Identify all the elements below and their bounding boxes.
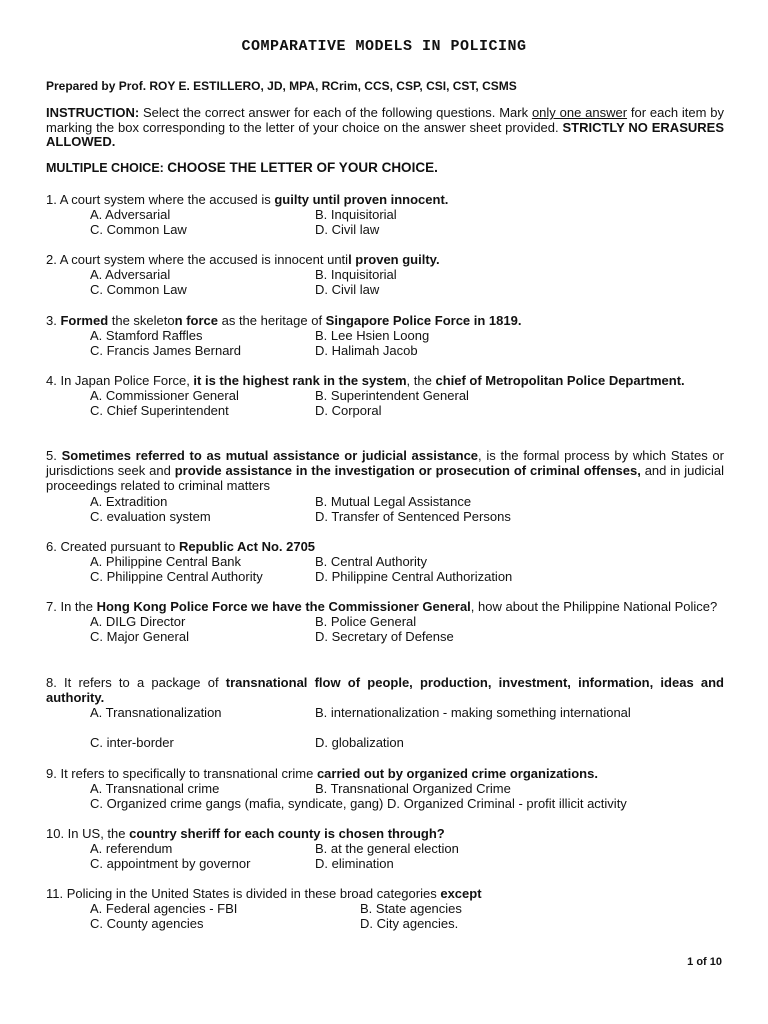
- stem-bold: Formed: [60, 313, 109, 328]
- choice-b: B. Transnational Organized Crime: [315, 781, 511, 797]
- stem-text: 1. A court system where the accused is: [46, 192, 275, 207]
- choice-b: B. Police General: [315, 614, 417, 630]
- prepared-by-line: [46, 79, 517, 93]
- choice-d: D. Civil law: [315, 222, 380, 238]
- instruction-text-2: for each item by marking the box corresponding to the letter of your choice on the answer sheet provided.: [46, 105, 724, 135]
- choice-c: C. Chief Superintendent: [90, 403, 229, 419]
- stem-text: 10. In US, the: [46, 826, 130, 841]
- stem-text: and in judicial proceedings related to criminal matters: [46, 463, 724, 494]
- stem-text: the skeleto: [108, 313, 175, 328]
- question-stem: [46, 192, 724, 207]
- choice-d: D. Transfer of Sentenced Persons: [315, 508, 511, 524]
- question-stem: [46, 313, 724, 328]
- question-5: [46, 448, 724, 524]
- choice-d: D. Secretary of Defense: [315, 629, 454, 645]
- stem-bold: Republic Act No. 2705: [178, 539, 316, 554]
- question-stem: [46, 373, 724, 388]
- mc-text: CHOOSE THE LETTER OF YOUR CHOICE.: [167, 160, 438, 175]
- choice-c: C. appointment by governor: [90, 856, 251, 872]
- choice-b: B. Central Authority: [315, 554, 427, 570]
- stem-text: 2. A court system where the accused is innocent unti: [46, 252, 349, 267]
- page-number: 1 of 10: [687, 956, 722, 968]
- question-1: [46, 192, 724, 238]
- choice-a: A. Transnationalization: [90, 705, 222, 721]
- stem-text: 5.: [46, 448, 62, 463]
- question-stem: [46, 886, 724, 901]
- mc-label: MULTIPLE CHOICE:: [46, 161, 168, 175]
- choice-d: D. globalization: [315, 735, 404, 751]
- choice-c: C. County agencies: [90, 916, 204, 932]
- stem-text: , is the formal process by which States or jurisdictions seek and: [46, 448, 724, 479]
- stem-text: , the: [406, 373, 436, 388]
- prepared-label: Prepared by: [46, 79, 119, 93]
- choice-b: B. Superintendent General: [315, 388, 469, 404]
- stem-bold: carried out by organized crime organizations.: [316, 766, 598, 781]
- question-stem: [46, 766, 724, 781]
- choice-a: A. Adversarial: [90, 267, 171, 283]
- prepared-name: Prof. ROY E. ESTILLERO, JD, MPA, RCrim, CCS, CSP, CSI, CST, CSMS: [118, 79, 517, 93]
- question-6: [46, 539, 724, 585]
- choice-b: B. Lee Hsien Loong: [315, 328, 430, 344]
- question-9: [46, 766, 724, 812]
- choice-a: A. Extradition: [90, 493, 168, 509]
- choice-a: A. Philippine Central Bank: [90, 554, 242, 570]
- question-stem: [46, 448, 724, 494]
- stem-bold: guilty until proven innocent.: [274, 192, 449, 207]
- choice-a: A. DILG Director: [90, 614, 186, 630]
- choice-a: A. Stamford Raffles: [90, 328, 203, 344]
- choice-d: D. Halimah Jacob: [315, 343, 418, 359]
- document-title: COMPARATIVE MODELS IN POLICING: [241, 38, 527, 55]
- question-3: [46, 313, 724, 359]
- stem-bold: n force: [174, 313, 218, 328]
- stem-bold: Sometimes referred to as mutual assistance or judicial assistance: [61, 448, 479, 463]
- choice-b: B. State agencies: [360, 901, 462, 917]
- stem-bold: transnational flow of people, production, investment, information, ideas and authority.: [46, 675, 724, 706]
- stem-text: 6. Created pursuant to: [46, 539, 179, 554]
- multiple-choice-heading: [46, 160, 438, 175]
- choice-c: C. Philippine Central Authority: [90, 569, 263, 585]
- stem-text: 4. In Japan Police Force,: [46, 373, 194, 388]
- stem-bold: Hong Kong Police Force we have the Commissioner General: [96, 599, 471, 614]
- stem-text: as the heritage of: [217, 313, 326, 328]
- stem-text: 9. It refers to specifically to transnational crime: [46, 766, 317, 781]
- question-stem: [46, 539, 724, 554]
- choice-c: C. inter-border: [90, 735, 174, 751]
- question-stem: [46, 599, 724, 614]
- stem-text: 7. In the: [46, 599, 97, 614]
- stem-bold: l proven guilty.: [348, 252, 440, 267]
- question-2: [46, 252, 724, 298]
- question-4: [46, 373, 724, 419]
- choice-c: C. Common Law: [90, 282, 187, 298]
- choice-b: B. internationalization - making something international: [315, 705, 631, 721]
- instruction-text: Select the correct answer for each of the following questions. Mark: [139, 105, 532, 120]
- stem-text: 3.: [46, 313, 61, 328]
- choice-d: D. Corporal: [315, 403, 382, 419]
- choice-b: B. Mutual Legal Assistance: [315, 493, 472, 509]
- question-stem: [46, 252, 724, 267]
- stem-bold: it is the highest rank in the system: [193, 373, 407, 388]
- stem-bold: Singapore Police Force in 1819.: [325, 313, 522, 328]
- choice-d: D. Civil law: [315, 282, 380, 298]
- question-10: [46, 826, 724, 872]
- choice-d: D. City agencies.: [360, 916, 459, 932]
- choice-a: A. referendum: [90, 841, 173, 857]
- choice-a: A. Transnational crime: [90, 781, 220, 797]
- choice-c: C. evaluation system: [90, 508, 211, 524]
- question-7: [46, 599, 724, 645]
- instruction-label: INSTRUCTION:: [46, 105, 140, 120]
- choice-c: C. Major General: [90, 629, 189, 645]
- choice-c: C. Common Law: [90, 222, 187, 238]
- stem-bold: chief of Metropolitan Police Department.: [435, 373, 685, 388]
- instruction-underline: only one answer: [531, 105, 628, 120]
- stem-text: , how about the Philippine National Police?: [470, 599, 718, 614]
- instruction-warning: STRICTLY NO ERASURES ALLOWED.: [46, 119, 724, 150]
- stem-text: 11. Policing in the United States is divided in these broad categories: [46, 886, 441, 901]
- question-stem: [46, 826, 724, 841]
- choice-a: A. Adversarial: [90, 207, 171, 223]
- choice-b: B. Inquisitorial: [315, 207, 397, 223]
- choice-a: A. Federal agencies - FBI: [90, 901, 238, 917]
- choice-a: A. Commissioner General: [90, 388, 239, 404]
- question-8: [46, 675, 724, 751]
- instruction-paragraph: [46, 106, 724, 150]
- question-11: [46, 886, 724, 932]
- choice-c-d: C. Organized crime gangs (mafia, syndicate, gang) D. Organized Criminal - profit illicit activity: [90, 796, 627, 812]
- stem-bold: provide assistance in the investigation or prosecution of criminal offenses,: [174, 463, 641, 479]
- choice-b: B. Inquisitorial: [315, 267, 397, 283]
- stem-text: 8. It refers to a package of: [46, 675, 226, 690]
- stem-bold: except: [440, 886, 482, 901]
- question-stem: [46, 675, 724, 705]
- choice-d: D. elimination: [315, 856, 394, 872]
- choice-b: B. at the general election: [315, 841, 459, 857]
- stem-bold: country sheriff for each county is chosen through?: [129, 826, 445, 841]
- choice-d: D. Philippine Central Authorization: [315, 569, 513, 585]
- choice-c: C. Francis James Bernard: [90, 343, 241, 359]
